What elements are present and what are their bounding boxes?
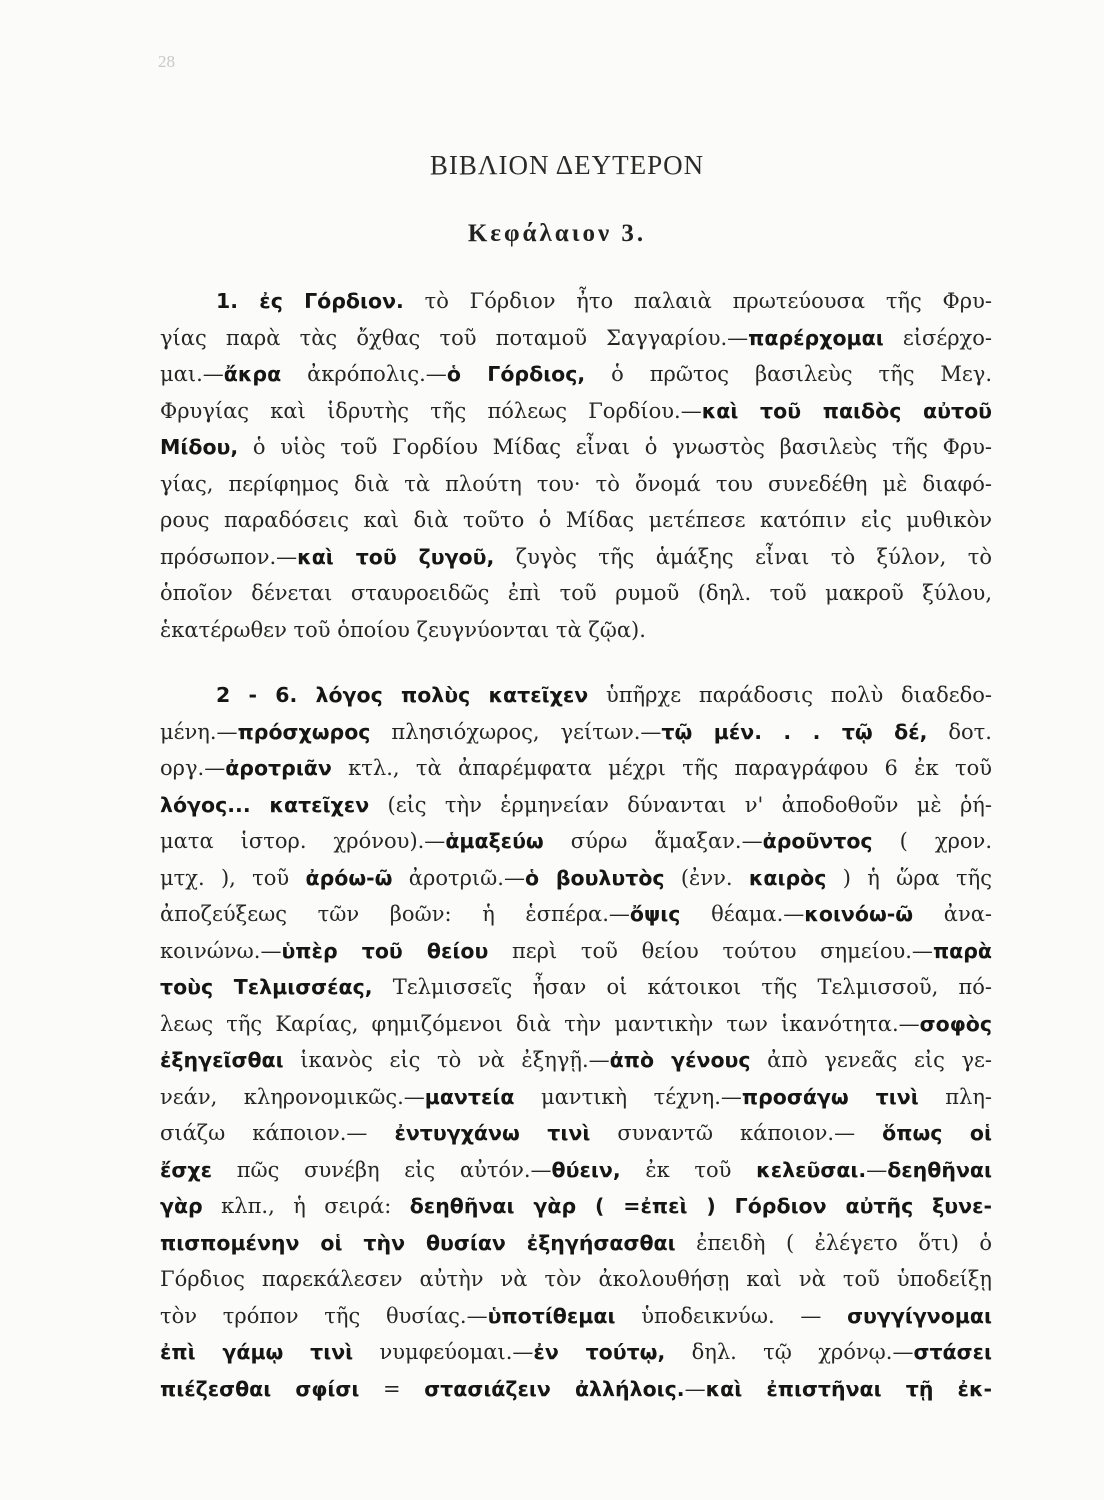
gloss-text: πλη-	[918, 1084, 993, 1109]
commentary-line	[160, 1298, 992, 1335]
lemma-term: ἐν τούτῳ,	[533, 1340, 666, 1364]
gloss-text: Τελμισσεῖς ἦσαν οἱ κάτοικοι τῆς Τελμισσοῦ, πό-	[372, 975, 992, 999]
commentary-line	[160, 575, 992, 612]
book-title: ΒΙΒΛΙΟΝ ΔΕΥΤΕΡΟΝ	[429, 150, 705, 180]
lemma-term: θύειν,	[551, 1157, 621, 1182]
commentary-line	[160, 283, 992, 320]
lemma-term: ὑποτίθεμαι	[487, 1303, 616, 1328]
gloss-text: μαντικὴ τέχνη.—	[514, 1084, 742, 1109]
gloss-text: νυμφεύομαι.—	[353, 1340, 534, 1364]
gloss-text: ἱκανὸς εἰς τὸ νὰ ἐξηγῇ.—	[283, 1048, 610, 1072]
gloss-text: κτλ., τὰ ἀπαρέμφατα μέχρι τῆς παραγράφου 6 ἐκ τοῦ	[331, 756, 992, 780]
gloss-text: —	[866, 1157, 888, 1182]
commentary-line	[160, 787, 992, 824]
gloss-text: πρόσωπον.—	[160, 544, 298, 569]
lemma-term: τῷ μέν. . . τῷ δέ,	[661, 719, 928, 744]
lemma-term: ἀπὸ γένους	[609, 1048, 751, 1072]
lemma-term: ἄκρα	[223, 362, 282, 386]
gloss-text: νεάν, κληρονομικῶς.—	[160, 1084, 425, 1109]
commentary-line	[160, 502, 992, 539]
lemma-term: ἀροῦντος	[762, 829, 873, 853]
commentary-line	[160, 466, 992, 503]
commentary-line	[160, 969, 992, 1006]
gloss-text: δηλ. τῷ χρόνῳ.—	[665, 1340, 914, 1364]
gloss-text: συναντῶ κάποιον.—	[590, 1121, 883, 1145]
chapter-title: Κεφάλαιον 3.	[467, 220, 647, 247]
commentary-line	[160, 1006, 992, 1043]
lemma-term: στάσει	[913, 1340, 992, 1364]
gloss-text: ρους παραδόσεις καὶ διὰ τοῦτο ὁ Μίδας μετέπεσε κατόπιν εἰς μυθικὸν	[160, 508, 992, 532]
commentary-line	[160, 1115, 992, 1152]
lemma-term: ἐντυγχάνω τινὶ	[394, 1121, 591, 1145]
gloss-text: εἰσέρχο-	[883, 325, 993, 350]
gloss-text: Φρυγίας καὶ ἱδρυτὴς τῆς πόλεως Γορδίου.—	[160, 398, 702, 423]
commentary-line	[160, 1042, 992, 1079]
lemma-term: 2 - 6. λόγος πολὺς κατεῖχεν	[216, 683, 589, 707]
lemma-term: ἔσχε	[160, 1157, 213, 1182]
gloss-text: γίας παρὰ τὰς ὄχθας τοῦ ποταμοῦ Σαγγαρίου.—	[160, 325, 749, 350]
lemma-term: στασιάζειν ἀλλήλοις.	[424, 1376, 685, 1401]
lemma-term: ἀροτριᾶν	[225, 756, 332, 780]
lemma-term: ἁμαξεύω	[445, 829, 544, 853]
gloss-text: ὁ υἱὸς τοῦ Γορδίου Μίδας εἶναι ὁ γνωστὸς βασιλεὺς τῆς Φρυ-	[238, 435, 992, 459]
lemma-term: κελεῦσαι.	[756, 1157, 867, 1182]
gloss-text: ἀροτριῶ.—	[392, 865, 525, 890]
lemma-term: ὑπὲρ τοῦ θείου	[281, 938, 489, 963]
gloss-text: μένη.—	[160, 719, 238, 744]
commentary-line	[160, 1079, 992, 1116]
commentary-line	[160, 1334, 992, 1371]
lemma-term: λόγος... κατεῖχεν	[160, 792, 370, 817]
lemma-term: ὁ Γόρδιος,	[446, 362, 586, 386]
lemma-term: πισπομένην οἱ τὴν θυσίαν ἐξηγήσασθαι	[160, 1230, 676, 1255]
gloss-text: ματα ἱστορ. χρόνου).—	[160, 829, 446, 853]
lemma-term: καὶ τοῦ παιδὸς αὐτοῦ	[701, 398, 992, 423]
section-1	[160, 283, 992, 648]
gloss-text: θέαμα.—	[680, 902, 805, 926]
gloss-text: ὑπῆρχε παράδοσις πολὺ διαδεδο-	[588, 683, 992, 707]
lemma-term: παρέρχομαι	[748, 325, 884, 350]
lemma-term: πιέζεσθαι σφίσι	[160, 1376, 360, 1401]
lemma-term: γὰρ	[160, 1194, 203, 1218]
commentary-line	[160, 823, 992, 860]
gloss-text: =	[359, 1376, 425, 1401]
commentary-line	[160, 750, 992, 787]
gloss-text: ὁποῖον δένεται σταυροειδῶς ἐπὶ τοῦ ρυμοῦ (δηλ. τοῦ μακροῦ ξύλου,	[160, 581, 992, 605]
lemma-term: σοφὸς	[919, 1011, 992, 1036]
gloss-text: σιάζω κάποιον.—	[160, 1121, 395, 1145]
commentary-line	[160, 1152, 992, 1189]
commentary-line	[160, 429, 992, 466]
commentary-line	[160, 1371, 992, 1408]
gloss-text: ἀνα-	[913, 902, 993, 926]
gloss-text: τὸν τρόπον τῆς θυσίας.—	[160, 1303, 488, 1328]
commentary-line	[160, 714, 992, 751]
gloss-text: ( χρον.	[872, 829, 993, 853]
gloss-text: ὑποδεικνύω. —	[615, 1303, 848, 1328]
gloss-text: ἀποζεύξεως τῶν βοῶν: ἡ ἑσπέρα.—	[160, 902, 630, 926]
commentary-line	[160, 677, 992, 714]
lemma-term: μαντεία	[424, 1084, 515, 1109]
gloss-text: περὶ τοῦ θείου τούτου σημείου.—	[488, 938, 933, 963]
gloss-text: ἐκ τοῦ	[620, 1157, 757, 1182]
gloss-text: πλησιόχωρος, γείτων.—	[370, 719, 662, 744]
commentary-body	[160, 283, 992, 1407]
lemma-term: 1. ἐς Γόρδιον.	[216, 289, 404, 313]
page-number: 28	[158, 52, 175, 71]
lemma-term: συγγίγνομαι	[847, 1303, 992, 1328]
gloss-text: ὁ πρῶτος βασιλεὺς τῆς Μεγ.	[585, 362, 992, 386]
lemma-term: πρόσχωρος	[237, 719, 371, 744]
commentary-line	[160, 860, 992, 897]
gloss-text: ζυγὸς τῆς ἁμάξης εἶναι τὸ ξύλον, τὸ	[494, 544, 992, 569]
lemma-term: προσάγω τινὶ	[741, 1084, 919, 1109]
commentary-line	[160, 896, 992, 933]
gloss-text: ἀκρόπολις.—	[281, 362, 447, 386]
lemma-term: ἐπὶ γάμῳ τινὶ	[160, 1340, 354, 1364]
lemma-term: Μίδου,	[160, 435, 239, 459]
gloss-text: ἐπειδὴ ( ἐλέγετο ὅτι) ὁ	[675, 1230, 992, 1255]
gloss-text: Γόρδιος παρεκάλεσεν αὐτὴν νὰ τὸν ἀκολουθήσῃ καὶ νὰ τοῦ ὑποδείξῃ	[160, 1267, 992, 1291]
gloss-text: ἑκατέρωθεν τοῦ ὁποίου ζευγνύονται τὰ ζῷα).	[160, 617, 646, 642]
gloss-text: δοτ.	[927, 719, 992, 744]
lemma-term: τοὺς Τελμισσέας,	[160, 975, 373, 999]
gloss-text: μαι.—	[160, 362, 224, 386]
gloss-text: πῶς συνέβη εἰς αὐτόν.—	[212, 1157, 552, 1182]
gloss-text: κλπ., ἡ σειρά:	[202, 1194, 410, 1218]
gloss-text: κοινώνω.—	[160, 938, 282, 963]
gloss-text: (εἰς τὴν ἑρμηνείαν δύνανται ν' ἀποδοθοῦν μὲ ῥή-	[369, 792, 992, 817]
commentary-line	[160, 1225, 992, 1262]
gloss-text: —	[684, 1376, 706, 1401]
lemma-term: δεηθῆναι γὰρ ( =ἐπεὶ ) Γόρδιον αὐτῆς ξυνε-	[409, 1194, 992, 1218]
commentary-line	[160, 1188, 992, 1225]
gloss-text: σύρω ἅμαξαν.—	[543, 829, 763, 853]
gloss-text: ) ἡ ὥρα τῆς	[826, 865, 992, 890]
gloss-text: ἀπὸ γενεᾶς εἰς γε-	[750, 1048, 992, 1072]
lemma-term: ὁ βουλυτὸς	[524, 865, 665, 890]
commentary-line	[160, 612, 992, 649]
commentary-line	[160, 933, 992, 970]
gloss-text: (ἐνν.	[664, 865, 749, 890]
commentary-line	[160, 320, 992, 357]
gloss-text: οργ.—	[160, 756, 226, 780]
gloss-text: τὸ Γόρδιον ἦτο παλαιὰ πρωτεύουσα τῆς Φρυ-	[403, 289, 992, 313]
gloss-text: λεως τῆς Καρίας, φημιζόμενοι διὰ τὴν μαντικὴν των ἱκανότητα.—	[160, 1011, 920, 1036]
lemma-term: ὄψις	[629, 902, 681, 926]
lemma-term: ἀρόω-ῶ	[305, 865, 393, 890]
lemma-term: παρὰ	[932, 938, 992, 963]
section-2-6	[160, 677, 992, 1407]
commentary-line	[160, 356, 992, 393]
commentary-line	[160, 1261, 992, 1298]
commentary-line	[160, 393, 992, 430]
gloss-text: γίας, περίφημος διὰ τὰ πλούτη του· τὸ ὄνομά του συνεδέθη μὲ διαφό-	[160, 471, 992, 496]
lemma-term: καιρὸς	[748, 865, 827, 890]
lemma-term: δεηθῆναι	[887, 1157, 992, 1182]
lemma-term: καὶ ἐπιστῆναι τῇ ἐκ-	[705, 1376, 993, 1401]
gloss-text: μτχ. ), τοῦ	[160, 865, 306, 890]
lemma-term: κοινόω-ῶ	[804, 902, 914, 926]
lemma-term: ἐξηγεῖσθαι	[160, 1048, 284, 1072]
lemma-term: ὅπως οἱ	[882, 1121, 992, 1145]
lemma-term: καὶ τοῦ ζυγοῦ,	[297, 544, 495, 569]
commentary-line	[160, 539, 992, 576]
